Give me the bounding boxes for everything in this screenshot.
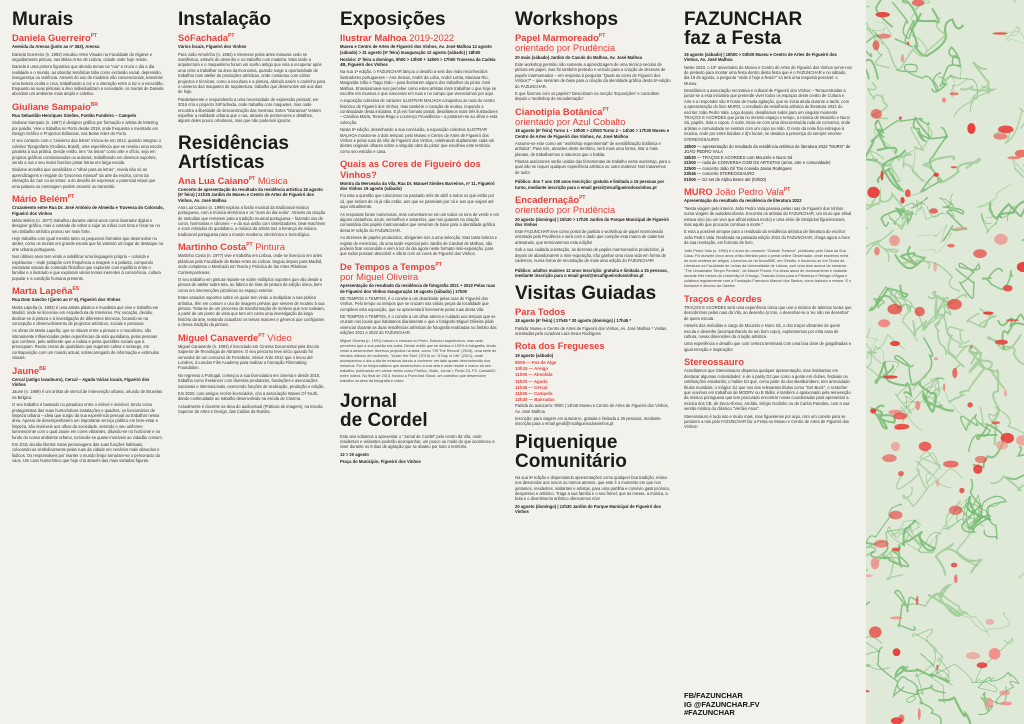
art-blot xyxy=(934,173,939,177)
exposicoes-0-paragraph: Na sua 1ª edição, o FAZUNCHAR lançou o desafio a seis dos mais reconhecidos ilustradores portugueses – Ana Seixas, André da Loba, André Letria, Mariana Rio, Margarida Gião e Tiago Galo – para ilustrarem alguns dos trabalhos do pintor José Malhoa. Entusiasmava-nos perceber como estes artistas iriam trabalhar o que hoje se escolhe em museus e que nasceram em ruas e no campo que vivenciamos por aqui. xyxy=(340,69,497,96)
art-blot xyxy=(977,662,988,668)
residencias-1-title xyxy=(178,242,326,252)
art-blot xyxy=(936,665,938,670)
workshops-0-by: orientado por Prudência xyxy=(515,42,616,54)
art-blot xyxy=(1006,319,1019,321)
art-blot xyxy=(959,488,964,494)
art-blot xyxy=(992,421,1000,424)
exposicoes-1-title xyxy=(340,159,500,180)
exposicoes-1-entry xyxy=(340,159,500,256)
art-blot xyxy=(1007,156,1021,159)
murais-0-entry xyxy=(12,33,164,97)
murais-1-paragraph: O seu contacto com o "universo das letras" iniciou-se em 2014, quando integrou o coletivo Tipografarte (Goiânia, Brasil), uma experiência que se revelou uma escola paralela à sua prática. Desde então, tem "as letras" como arte e ofício, seja em projetos gráficos comissionados ou autorais, trabalhando em diversos suportes, sendo a rua o seu maior fascínio pintar letras em larga escala. xyxy=(12,138,162,166)
instalacao-list xyxy=(178,33,326,124)
workshops-0-meta: 20 maio (sábado) Jardim do Casulo do Malhoa, Av. José Malhoa xyxy=(515,54,642,60)
murais-0-title xyxy=(12,33,164,43)
residencias-2-paragraph: Miguel Canaverde (n. 1993) é licenciado em Cinema Documental pela Escola Superior de Tecnologia de Abrantes. O seu percurso teve início quando foi vencedor de um concurso de Ferrabrás, Sénior Ardo 2012 que o levou até Londres, à London Film Academy para realizar a formação Filmmaking Foundation. xyxy=(178,343,319,371)
exposicoes-0-title xyxy=(340,33,500,43)
art-blot xyxy=(973,249,987,258)
murais-1-paragraph: Giuliane Sampaio (n. 1987) é designer gráfica por formação e artista de lettering por paixão. Vive e trabalha no Porto desde 2018, onde frequenta o mestrado em Design Gráfico e Projectos Editoriais, nas Belas Artes do Porto. xyxy=(12,120,159,137)
murais-3-paragraph: As obras de Marta Lapeña, que se situam entre a pintura e o muralismo, são intimamente influenciadas pelas experiências da vida quotidiana, pelas pessoas que conhece, pelo ambiente que a rodeia e pelas questões sociais que a preocupam. Recria cenas do quotidiano que sugerem calma e sossego, em contraposição com um mundo actual, sobrecarregado de informação e estímulos visuais. xyxy=(12,328,159,361)
workshops-1-by: orientado por Azul Cobalto xyxy=(515,116,626,128)
art-blot xyxy=(883,375,898,378)
art-blot xyxy=(873,40,880,50)
art-blot xyxy=(871,558,880,570)
muro-name: MURO xyxy=(684,186,713,198)
festa-schedule-desc: — roda de CONVERSA COM OS ARTISTAS (amor, arte e comunidade) xyxy=(695,160,831,166)
festa-schedule-desc: — apresentação do resultado da residência artística de literatura 2022 "MURO" de JOÃO PEDRO VALA xyxy=(684,143,851,155)
art-blot xyxy=(967,123,975,134)
rota-fregueses-note: Inscrição: para viagem em autocarro, gratuita e limitada a 25 pessoas, mediante inscrição para o email geral@mcafigueirodosvinhos.pt xyxy=(515,415,661,427)
murais-2-paragraph: Nos últimos anos tem vindo a solidificar uma linguagem própria – colorida e espirituosa – onde justapõe com frequência a imagem e a palavra, compondo narrativas visuais de conteúdo filosófico que exploram com equilíbrio entre o familiar e o ilustrado e que exploram vários temas inerentes à consciência, cultura popular e a condição humana presente. xyxy=(12,254,161,281)
art-blot xyxy=(871,109,882,119)
column-murais xyxy=(12,10,164,718)
workshops-1-meta: 18 agosto (6ª feira) Turno 1 – 10h00 > 13h00 Turno 2 – 14h30 > 17h30 Museu e Centro de Artes de Figueiró dos Vinhos, Av. José Malhoa xyxy=(515,128,670,139)
residencias-2-name: Miguel Canaverde xyxy=(178,331,259,343)
instalacao-0-entry xyxy=(178,33,326,124)
exposicoes-1-paragraph: Foi esta a questão que colocámos no passado mês de abril a todos os que estão por cá, que seriam de cá já não estão, aos que se passeiam por cá e aos que viajam até aqui virtualmente. xyxy=(340,193,495,210)
art-blot xyxy=(989,648,1001,660)
murais-3-title xyxy=(12,286,164,296)
art-blot xyxy=(881,170,884,180)
rota-fregueses-title: Rota dos Fregueses xyxy=(515,340,605,352)
residencias-0-title xyxy=(178,176,326,186)
art-blot xyxy=(951,166,957,168)
art-blot xyxy=(1000,702,1012,706)
muro-by: João Pedro Vala xyxy=(712,186,784,198)
festa-title-line1: FAZUNCHAR xyxy=(684,10,803,30)
art-blot xyxy=(929,208,938,213)
art-blot xyxy=(874,247,880,256)
section-title-jornal-de-cordel xyxy=(340,392,500,430)
workshops-0-paragraph: Este workshop permitiu não somente a aprendizagem de uma técnica secular de pintura em papel, mas foi também pretexto e veículo para a criação de dezenas de papéis marmoreados – em resposta à pergunta "Quais as cores de Figueiró dos Vinhos?" – que serviram de base para a criação da identidade gráfica desta 5ª edição do FAZUNCHAR. xyxy=(515,61,671,89)
residencias-2-paragraph: Actualmente é docente na área do audiovisual (Práticas de imagem), na Escola Superior de Artes e Design, das Caldas da Rainha. xyxy=(178,403,323,415)
rota-fregueses-date: 19 agosto (sábado) xyxy=(515,352,554,358)
residencias-0-entry xyxy=(178,176,326,237)
murais-2-paragraph: Mário Belém (n. 1977) trabalhou durante vários anos como ilustrador digital e designer gráfico, mas a vontade de voltar a sujar as mãos com tinta e focar-se no seu trabalho artístico provou ser mais forte. xyxy=(12,217,160,234)
art-blot xyxy=(893,413,907,420)
exposicoes-1-meta: Montra da Mercearia da Vila, Rua Dr. Manuel Simões Barreiros, nº 11, Figueiró dos Vinhos 19 agosto (sábado) xyxy=(340,180,495,192)
stereossauro-title: Stereossauro xyxy=(684,356,744,368)
instalacao-0-paragraph: Paralelamente e respondendo a uma necessidade de expressão pessoal, em 2016 cria o projecto SóFachada, onde trabalha com maquetes, mas onde encontra a liberdade de desconstrução das mesmas. Estes "Diaramas" tentam espelhar a realidade urbana que o rua, através de pormenores e detalhes, alguns deles pouco ortodoxos, mas que não podemos ignorar. xyxy=(178,96,321,124)
workshops-2-note: Público: adultos maiores 12 anos Inscrição: gratuita e limitada a 15 pessoas, mediante inscrição para o email geral@mcafigueirodosvinhos.pt xyxy=(515,267,668,278)
murais-0-name: Daniela Guerreiro xyxy=(12,32,91,43)
tracos-acordes-entry xyxy=(684,294,852,352)
visita-para-todos-schedule: 18 agosto (6ª feira) | 17h45 * 20 agosto (domingo) | 17h45 * xyxy=(515,318,632,324)
column-fazunchar-festa xyxy=(684,10,852,718)
workshops-0-country: PT xyxy=(598,32,606,39)
workshops-0-paragraph: E que fizemos com os papéis? Descubram na secção 'Exposições' e consultem depois o 'workshop de encadernação'. xyxy=(515,90,660,102)
workshops-0-entry xyxy=(515,33,671,102)
murais-3-paragraph: Marta Lapeña (n. 1993) é uma artista plástica e muralista que vive e trabalha em Madrid, onde se licenciou em Arquitectura de Interiores. Por vocação, decidiu dedicar-se à pintura e à investigação de diferentes técnicas, focando-se na concepção e desenvolvimento de projectos artísticos, sociais e pessoais. xyxy=(12,304,159,326)
workshops-list xyxy=(515,33,671,278)
exposicoes-2-country: PT xyxy=(435,261,442,268)
residencias-2-kind: Vídeo xyxy=(264,331,292,343)
tracos-acordes-text xyxy=(684,305,852,352)
art-blot xyxy=(995,340,1008,345)
art-blot xyxy=(890,341,900,346)
exposicoes-2-by: por Miguel Oliveira xyxy=(340,271,419,283)
art-blot xyxy=(996,441,1008,450)
cordel-place: Praça do Município, Figueiró dos Vinhos xyxy=(340,459,421,465)
section-title-residencias xyxy=(178,134,326,172)
piquenique-text: Na sua 5ª edição e dispensando apresentações como qualquer boa tradição, reúna-nos desvendar aos novos ou menos atentos, que este é o momento em que nos juntamos, residentes, visitantes e artistas, para uma partilha e convívio gastronómico, despontivo e artístico. Traga a sua família e o seu farnel, que as mesas, a música, a bola e o divertimento artístico oferecemos nós! xyxy=(515,474,671,502)
marbled-art-panel xyxy=(866,0,1024,724)
residencias-0-meta: Concerto de apresentação do resultado da residência artística 18 agosto (6ª feira) | 21h30 Jardim do Museu e Centro de Artes de Figueiró dos Vinhos, Av. José Malhoa xyxy=(178,187,323,203)
murais-0-paragraph: Daniela Guerreiro (n. 1992) estudou Artes Visuais na Faculdade do Algarve e seguidamente pintura, nas Belas Artes de Lisboa, cidade onde hoje reside. xyxy=(12,51,153,62)
residencias-1-entry xyxy=(178,242,326,327)
festa-schedule-time: 01h00 xyxy=(684,176,696,182)
art-blot xyxy=(889,511,902,520)
murais-2-paragraph: Hoje trabalha com igual mestria tanto os pequenos formatos que desenvolve no atelier, como os murais em grande escala que foi valendo um lugar de destaque na arte urbana portuguesa. xyxy=(12,236,164,252)
art-blot xyxy=(882,454,897,462)
workshops-2-paragraph: Este FAZUNCHAR leve como portal de partida o workshop de papel marmoreado orientado pela Prudência e será com o dado que compõe esta marca de cadernos artesanais, que terminaremos esta edição! xyxy=(515,229,665,245)
festa-schedule-desc: — TRAÇOS E ACORDES com Mouzelo e Nuno Sá xyxy=(695,154,793,160)
workshops-2-title xyxy=(515,195,671,216)
exposicoes-0-paragraph: A exposição colectiva de cartazes ILUSTRAR MALHOA conquistou as ruas do centro histórico de Figueiró dos Vinhos, mas também o coração de muitos, impondo a continuidade desta iniciativa. E já em formato postal, desafiamos mais três ilustradores – Carolina Maria, Teresa Rego e Lourenço Providência – a juntarem-se ao olhar e esta colecção. xyxy=(340,98,498,125)
rota-stop: 11h55 — Campelo xyxy=(515,390,553,396)
workshops-0-title xyxy=(515,33,671,54)
art-blot xyxy=(916,596,919,605)
instalacao-0-name: SóFachada xyxy=(178,32,229,43)
residencias-0-kind: Música xyxy=(255,174,288,186)
residencias-1-kind: Pintura xyxy=(252,241,285,253)
muro-entry xyxy=(684,187,852,289)
festa-meta: 19 agosto (sábado) | 18h00 > 03h00 Museu e Centro de Artes de Figueiró dos Vinhos, Av. José Malhoa xyxy=(684,52,837,63)
section-title-fazunchar-festa xyxy=(684,10,852,48)
art-blot xyxy=(949,92,959,95)
residencias-title-line2: Artísticas xyxy=(178,151,265,173)
art-blot xyxy=(890,616,903,619)
art-blot xyxy=(953,227,965,230)
social-links xyxy=(684,692,760,718)
murais-4-entry xyxy=(12,366,164,464)
art-blot xyxy=(942,98,946,103)
festa-schedule-time: 18h30 xyxy=(684,154,696,160)
exposicoes-0-paragraph: Nesta 5ª edição, desenhando a sua conclusão, a exposição colectiva ILUSTRAR MALHOA mostra-se a dois tempos: pelo Museu e Centro de Artes de Figueiró dos Vinhos e pelas ruas da Vila de Figueiró dos Vinhos, celebrando duplamente cada um destes originais olhares sobre a singular obra do pintor que escolheu este território como seu estúdio e casa. xyxy=(340,127,495,154)
rota-stop: 9h00 — Foz de Alge xyxy=(515,360,557,366)
art-blot xyxy=(899,116,902,119)
residencias-1-paragraph: O seu trabalho em pintura reparte-se sobre múltiplos suportes que vão desde a pintura de atelier sobre tela, ao fabrico de tinta de pintura de edição única, bem como em intervenções pictóricas no espaço exterior. xyxy=(178,277,323,293)
stereossauro-text xyxy=(684,368,852,429)
piquenique-schedule: 20 agosto (domingo) | 12h30 Jardim do Parque Municipal de Figueiró dos Vinhos xyxy=(515,503,661,514)
stereossauro-paragraph: Stereossauro é tudo isto e muito mais, mas figueirense por aqui, com um convite para se juntarem a nós pelo FAZUNCHAR faz a Festa no Museu e Centro de Artes de Figueiró dos Vinhos! xyxy=(684,413,849,430)
festa-schedule-time: 21h00 xyxy=(684,160,696,166)
column-exposicoes xyxy=(340,10,500,718)
marbled-paper-pattern xyxy=(866,0,1024,724)
murais-2-name: Mário Belém xyxy=(12,193,68,204)
art-blot xyxy=(919,442,932,452)
art-blot xyxy=(869,626,882,637)
muro-paragraph: E esta a possível sinopse para o resultado da residência artística de literatura do escritor João Pedro Vala. Realizada na passada edição 2022 do FAZUNCHAR, chega agora a hora da sua revelação, em formato de livro. xyxy=(684,229,850,246)
workshops-1-title xyxy=(515,107,671,128)
exposicoes-2-paragraph: DE TEMPOS A TEMPOS, é o convite a um olhar atento e cuidado aos tempos que se cruzam nos locais que habitamos diariamente e que o fotógrafo Miguel Oliveira pôde vivenciar durante as duas residências artísticas de fotografia realizadas no âmbito das edições 2021 e 2022 do FAZUNCHAR. xyxy=(340,314,497,336)
art-blot xyxy=(933,262,937,272)
residencias-1-paragraph: Martinho Costa (n. 1977) vive e trabalha em Lisboa, onde se licenciou em artes plásticas pela Faculdade de Belas-Artes de Lisboa. Seguiu depois para Madrid, onde completou o Mestrado em Teoria y Práctica de las Artes Plásticas Contemporáneas. xyxy=(178,253,323,275)
social-link: FB/FAZUNCHAR xyxy=(684,691,743,701)
murais-4-name: Jaune xyxy=(12,364,40,376)
muro-paragraph: "Nesta viagem pelo interior, João Pedro Vala passeia pelas ruas de Figueiró dos Vinhos numa viagem de autodescoberta. Encontra os artistas do FAZUNCHAR, um muro que afinal estava vivo (ou um vivo que afinal estava morto) e uma série de intrépidos figueiroenses, mas aquilo que procuras continua a morte." xyxy=(684,205,852,227)
festa-paragraph: Neste 2023, o 10º aniversário do Museu e Centro de Artes de Figueiró dos Vinhos serve-nos de pretexto para montar uma festa dentro desta festa que é o FAZUNCHAR e no sábado, dia 19 de agosto, a pergunta "onde é hoje a festa?" só terá uma resposta possível: o Museu. xyxy=(684,64,852,86)
tracos-paragraph: Através das melodias a cargo de Mouzelo e Nuno Sá, o dos traços vibrantes de quem escuta e desenhe (acompanhando de um bom copo), exploraremos por esta casa de cultura, novas dimensões da criação artística. xyxy=(684,323,841,339)
exposicoes-2-entry xyxy=(340,262,500,384)
cordel-title-line1: Jornal xyxy=(340,390,398,412)
festa-schedule xyxy=(684,144,852,182)
exposicoes-0-name: Ilustrar Malhoa xyxy=(340,32,407,43)
exposicoes-2-meta: Apresentação do resultado da residência de fotografia 2021 + 2022 Pelas ruas de Figueiró dos Vinhos Inauguração 19 agosto (sábado) | 17h00 xyxy=(340,283,496,294)
art-blot xyxy=(947,299,962,310)
art-blot xyxy=(887,304,902,314)
exposicoes-2-name: De Tempos a Tempos xyxy=(340,260,436,272)
murais-1-name: Giuliane Sampaio xyxy=(12,100,91,112)
art-blot xyxy=(878,319,890,327)
art-blot xyxy=(934,357,938,360)
residencias-2-title xyxy=(178,333,326,343)
art-blot xyxy=(998,125,1014,133)
column-instalacao-residencias xyxy=(178,10,326,718)
visita-rota-fregueses xyxy=(515,341,671,426)
exposicoes-2-title xyxy=(340,262,500,283)
art-blot xyxy=(954,574,958,583)
art-blot xyxy=(986,619,995,625)
rota-fregueses-text: Partida do autocarro: 9h00 | 14h45 Museu e Centro de Artes de Figueiró dos Vinhos, Av. José Malhoa xyxy=(515,403,669,414)
art-blot xyxy=(973,465,982,474)
social-link: IG @FAZUNCHAR.FV xyxy=(684,699,760,709)
murais-4-country: BE xyxy=(39,365,47,372)
section-title-exposicoes: Exposições xyxy=(340,10,446,30)
art-blot xyxy=(951,563,957,568)
exposicoes-list xyxy=(340,33,500,384)
art-blot xyxy=(1004,390,1007,397)
festa-schedule-time: 18h00 xyxy=(684,143,696,149)
residencias-0-paragraph: Ana Lua Caiano (n. 1999) explora a fusão musical da tradicional música portuguesa, com a música eletrónica e os "sons do dia-a-dia". Através da criação de melodias que remetem para a tradição musical portuguesa – fazendo uso de coros, harmonias e cânones – e da sua união com sintetizadores, beat-machines e sons retirados do quotidiano, a música da artista traz a herança da música tradicional portuguesa para o mundo moderno, electrónico e tecnológico. xyxy=(178,204,326,237)
art-blot xyxy=(1003,285,1013,291)
residencias-1-paragraph: Estes variados suportes sobre os quais tem vindo a multiplicar a sua prática artística, têm em comum o uso de imagens prévias que servem de modelo à sua pintura. Trata-se de um processo de transformação de motivos que nos rodeiam, a partir de um ponto de vista que tem em conta uma investigação da larga história da arte, tentando actualizar os temas maiores e géneros que configuram a densa tradição da pintura. xyxy=(178,295,325,328)
instalacao-0-country: PT xyxy=(228,32,235,39)
rota-stop: 11h20 — Aguda xyxy=(515,378,548,384)
cordel-title-line2: de Cordel xyxy=(340,409,428,431)
section-title-instalacao: Instalação xyxy=(178,10,271,30)
residencias-2-entry xyxy=(178,333,326,415)
rota-stop: 10h15 — Areiga xyxy=(515,366,548,372)
art-blot xyxy=(949,506,962,515)
piquenique-title-line2: Comunitário xyxy=(515,450,627,472)
workshops-1-entry xyxy=(515,107,671,190)
workshops-1-paragraph: Plantas autóctones serão unidas das ferramentas de trabalho neste workshop, para o qual não se requer qualquer experiência artística ou outro material. Nós trataremos de tudo! xyxy=(515,159,671,175)
festa-schedule-desc: — concerto João Gil Trio convida Joana Rodrigues xyxy=(695,165,792,171)
art-blot xyxy=(898,471,904,476)
festa-paragraph: Desafiámos a associação recreativa e cultural de Figueiró dos Vinhos – Terracentradas a juntar-se a esta iniciativa que pretende viver todos os espaços deste centro de Cultura e Arte e a responder são 9 horas de muita agitação, que se inicia ainda durante a tarde, com a apresentação do livro MURO, o resultado da residência artística de literatura 2022 do escritor João Pedro Vala. Logo depois, desafiamos todos para um singular momento TRAÇOS E ACORDES que junta no mesmo espaço e tempo, a música de Mouzelo e Nuno Sá, papéis, tinta e copos. À noite, inicia-se com uma desconstruída roda de conversa, onde artistas e comunidade se sentam com um copo na mão. O resto da noite fica entregue à música, onde por entre bandas e dj's locais, se destaca a presença do sempre enorme STEREOSSAURO! xyxy=(684,88,851,142)
residencias-list xyxy=(178,176,326,415)
residencias-2-country: PT xyxy=(258,332,265,339)
workshops-0-name: Papel Marmoreado xyxy=(515,32,599,43)
festa-text xyxy=(684,65,852,142)
art-blot xyxy=(947,244,955,248)
exposicoes-2-bio: Miguel Oliveira (n. 1991) nasceu e cresceu no Porto. Estudou arquitectura, mas cedo percebeu que a sua paixão era outra. Desde então que se dedica a 100% à fotografia, tendo vindo a desenvolver diversos projectos na área, como "Off The Record" (2015), uma série de retratos íntimos de mulheres, "Under the Skin" (2015) ou "A Day in Life" (2021), onde acompanhou o dia-a-dia de músicos dando a conhecer um lado quase desconhecido dos mesmos. Foi no fotojornalismo que desenvolveu a sua veia e onde reside o marco do seu trabalho, publicando em vários meios como Público, Visão, Jornal i, Ponto 24, P3, CamaNiO, entre outros. No final de 2013, fundou a Point And Shoot, um colectivo que desenvolve trabalho na área da fotografia e vídeo. xyxy=(340,339,497,383)
art-blot xyxy=(877,34,891,39)
section-title-workshops: Workshops xyxy=(515,10,619,30)
tracos-acordes-title: Traços e Acordes xyxy=(684,292,762,304)
festa-schedule-desc: — DJ set de Alpha Betes até (03h00) xyxy=(695,176,767,182)
stereossauro-entry xyxy=(684,357,852,430)
art-blot xyxy=(993,32,1008,34)
art-blot xyxy=(907,41,909,45)
murais-3-name: Marta Lapeña xyxy=(12,285,73,297)
art-blot xyxy=(985,698,993,708)
exposicoes-1-paragraph: Ao dezenas de papéis produzidos, obrigaram-nos a uma selecção. Mas tanta beleza e registo de memórias, da uma tarde especial pelo Jardim de Cardeal de Malhoa, não poderia ficar escondido e vem à luz do dia agora neste formato mini-exposição, para que todos possam descobrir e vibrar com as cores de Figueiró dos Vinhos. xyxy=(340,235,498,257)
workshops-1-paragraph: Assume-se este como um "workshop experimental" de sensibilização botânica e artística". Para nós, amantes deste território, será mais uma forma, tirar a mais plantas, de trabalharmos a natureza que o habita. xyxy=(515,140,661,157)
visita-para-todos-text: Partida: Museu e Centro de Artes de Figueiró dos Vinhos, Av. José Malhoa * Visitas orientadas pela curadora Lara Seixo Rodrigues xyxy=(515,325,667,337)
art-blot xyxy=(975,456,987,463)
art-blot xyxy=(936,480,939,487)
residencias-2-paragraph: Em 2020, com amigos recém-licenciados, cria a associação Waves Of Youth, dando continuidade ao trabalho desenvolvido na escola de Cinema. xyxy=(178,391,319,402)
tracos-paragraph: TRAÇOS E ACORDES será uma experiência única que une a música de talentos locais que descobrimos pelas ruas da Vila, ao desenho (o tom, o desenhar-se a 'eu não sei desenhar' de quem escuta. xyxy=(684,304,852,321)
workshops-2-entry xyxy=(515,195,671,278)
art-blot xyxy=(993,133,1007,140)
art-blot xyxy=(943,461,959,468)
art-background xyxy=(866,0,1024,724)
workshops-2-country: PT xyxy=(579,194,586,201)
murais-4-paragraph: Em 2011 decidiu libertar estas personagens das suas funções habituais, colocando-as simbolicamente pelas ruas da cidade em cenários mais absurdos e lúdicos. Os responsáveis por manter o mundo limpo tornaram-se o personacto do caos. Um caos humorístico que hoje cria através das mais variadas figuras. xyxy=(12,442,161,464)
residencias-0-name: Ana Lua Caiano xyxy=(178,174,249,186)
art-blot xyxy=(994,234,1008,245)
art-blot xyxy=(867,187,879,198)
murais-2-title xyxy=(12,194,164,204)
festa-schedule-time: 23h45 xyxy=(684,171,696,177)
art-blot xyxy=(874,540,888,548)
art-blot xyxy=(900,197,904,204)
art-blot xyxy=(905,189,911,197)
art-blot xyxy=(943,383,945,391)
art-blot xyxy=(915,401,920,410)
rota-stop: 11h00 — Almofala xyxy=(515,372,553,378)
murais-4-paragraph: Jaune (n. 1989) é um artista de stencil de intervenção urbana, oriundo de Bruxelas na Bélgica. xyxy=(12,389,163,400)
stereossauro-paragraph: Acreditamos que Stereossauro dispensa qualquer apresentação, mas insistamos em destacar algumas curiosidades: é de o parity DJ que como a gente em clubes, festivais ou celebrações estudantis; o habite DJ que, como parte do duo Beatbombers, tem arrecadado títulos mundiais; o mágico DJ que nos dos relevantes títulos como "Get Buck"; o scratcher que ouvimos em trabalhos de MGDRV ou B Skilla; é também o apaixonado pela reinvenção da música portuguesa que tem procurado encontrar novas coordenadas para apresentar a música dos CB, de Zeca Afonso, Amália, Sérgio Godinho ou de Carlos Paredes, com a sua versão mística do clássico "Verdes Anos". xyxy=(684,368,851,412)
murais-3-country: ES xyxy=(72,286,80,293)
murais-1-country: BR xyxy=(90,101,98,108)
exposicoes-0-schedule: Horário: 2ª feira a domingo, 9h00 > 13h00 + 14h00 > 17h00 Travessa da Cadeia 4B, Figueiró dos Vinhos xyxy=(340,56,496,68)
art-blot xyxy=(901,54,904,62)
murais-1-title xyxy=(12,102,164,112)
art-blot xyxy=(870,409,876,414)
art-blot xyxy=(889,235,900,246)
art-blot xyxy=(894,424,909,430)
workshops-2-by: orientado por Prudência xyxy=(515,204,616,216)
murais-1-paragraph: Giuliane acredita que sensibilizar o "olhar para as letras", revela não só as aprendizagens e resgate do "processo manual" da arte da escrita, como da interação da 'rua' ou as letras: a do desafio de expressar o potencial visual que uma palavra ou mensagem podem assumir ou transmitir. xyxy=(12,167,156,189)
muro-bio: João Pedro Vala (n. 1990) é o autor do romance "Grande Turismo", publicado pela Casa da Sua Casa. Foi durante cinco anos crítico literário para o jornal online Observador, onde escreveu meia de uma centena de artigos. Licenciou-se na NovaSBE, em Gestão, e doutorou-se em Teoria da Literatura na Faculdade de Letras da Universidade de Lisboa, com uma tese acerca do romance "The Unnamable Tempo Perdido", de Marcel Proust. Foi ainda aluno de doutoramento e visitante durante três meses da University of Chicago. Traduziu livros para a Presença e Relógio d'Água e colabora regularmente com a Fundação Francisco Manuel dos Santos, como tradutor e revisor. É o fundador e director da Gázeta. xyxy=(684,249,852,288)
workshops-1-name: Cianotipia Botânica xyxy=(515,105,603,117)
murais-2-country: PT xyxy=(67,193,75,200)
workshops-1-note: Público: dos 7 aos 100 anos Inscrição: gratuita e limitada a 15 pessoas por turno, mediante inscrição para o email geral@mcafigueirodosvinhos.pt xyxy=(515,179,665,190)
murais-4-meta: Cercal (antigo lavadouro), Cercal – Aguda Várias locais, Figueiró dos Vinhos xyxy=(12,376,150,388)
festa-schedule-desc: — concerto STEREOSSAURO xyxy=(695,171,755,177)
residencias-0-country: PT xyxy=(248,175,256,182)
rota-stop: 11h45 — Cercal xyxy=(515,384,548,390)
art-blot xyxy=(893,648,901,656)
workshops-2-name: Encadernação xyxy=(515,193,580,205)
residencias-1-country: PT xyxy=(246,241,253,248)
cordel-text: Este ano voltamos a apresentar o "Jornal de Cordel" pelo centro da Vila, onde residentes e visitantes poderão acompanhar, um pouco ou muito do que aconteceu a viver durante os 9 dias de agitação que se abateu por todo o território. xyxy=(340,433,495,450)
art-blot xyxy=(966,652,980,659)
murais-list xyxy=(12,33,164,464)
murais-2-meta: Cruzamento entre Rua Dr. José António de Almeida e Travessa do Colorado, Figueiró dos Vinhos xyxy=(12,205,164,216)
visita-para-todos-title: Para Todos xyxy=(515,306,566,318)
rota-fregueses-stops xyxy=(515,360,671,403)
tracos-paragraph: Uma experiência e desafio que com certeza terminará com uma boa dose de gargalhadas e igual emoção e inspiração! xyxy=(684,341,852,352)
residencias-2-paragraph: No regresso a Portugal, começou a sua licenciatura em cinema e desde 2015, trabalha como freelancer com diversas produtoras, fundações e associações nacionais e internacionais, exercendo funções de realização, produção e edição. xyxy=(178,372,325,389)
art-blot xyxy=(983,312,994,315)
murais-4-paragraph: O seu trabalho é baseado no paradoxo entre o visível e invisível, tendo como protagonistas das suas humorísticas instalações e quadros, os funcionários de limpeza urbana – ideia que surgiu da sua experiência pessoal ao trabalhar nessa área. Apesar de desempenharem um importante serviço público em bem-estar e limpeza, são invisíveis aos olhos da sociedade, vestindo o seu uniforme luminescente com o qual Jaune em cores vibrantes, diluindo-se no horizonte e no fundo do nosso ambiente urbano, tornando-se quase invisíveis ao cidadão comum. xyxy=(12,402,163,440)
muro-title xyxy=(684,187,852,197)
exposicoes-1-paragraph: As respostas foram numerosas, mas convertam-se em um todos os tons de verde e em alguns castanhos, azuis, vermelhos e amarelos, que nos guiaram na criação comunitária dos papéis marmoreados que serviram de base para a identidade gráfica desta 5ª edição do FAZUNCHAR. xyxy=(340,211,500,233)
workshops-2-paragraph: Sob a sua cuidada orientação, as dezenas de papéis marmoreados produzidos, já depois de abandonarem a mini-exposição, irão ganhar uma nova vida em forma de cadernos, numa forma de recordação de mais uma edição do FAZUNCHAR! xyxy=(515,247,666,264)
exposicoes-0-meta: Museu e Centro de Artes de Figueiró dos Vinhos, Av. José Malhoa 12 agosto (sábado) > 31 agosto (5ª feira) Inauguração 12 agosto (sábado) | 18h00 xyxy=(340,44,492,55)
cordel-date: 12 > 20 agosto xyxy=(340,451,369,457)
column-workshops xyxy=(515,10,671,718)
instalacao-0-title xyxy=(178,33,326,43)
residencias-1-name: Martinho Costa xyxy=(178,241,247,253)
exposicoes-2-paragraph: DE TEMPOS A TEMPOS, é o convite a um deambular pelas ruas de Figueiró dos Vinhos. Pelo tempo ou tempos que se cruzam nas várias peças da localidade que compõem esta exposição, que se apresentará livremente pelas ruas desta Vila. xyxy=(340,295,489,312)
art-blot xyxy=(876,12,890,17)
section-title-visitas-guiadas: Visitas Guiadas xyxy=(515,283,657,305)
murais-0-country: PT xyxy=(90,32,98,39)
muro-meta: Apresentação do resultado da residência de literatura 2022 xyxy=(684,198,802,204)
murais-1-entry xyxy=(12,102,164,189)
art-blot xyxy=(970,345,972,350)
murais-0-paragraph: Daniela é uma pintora figurativa que aborda temas na "rua" e cruza o dia a dia realidade e o mundo, ao abordar temáticas tabu como exclusão social, depressão, insegurança ou violência. Através do uso de modelos não convencionais, transmite uma beleza oculta e crua, trabalhando a cor e a interação entre a luz e a escuridão. Enquanto as suas pinturas a óleo individualizam a sociedade, os murais de Daniela abordam um ambiente mais amplo e coletivo. xyxy=(12,64,164,97)
art-blot xyxy=(915,307,925,317)
visita-para-todos xyxy=(515,307,671,336)
art-blot xyxy=(999,690,1010,695)
festa-schedule-row xyxy=(684,177,852,182)
art-blot xyxy=(891,442,900,451)
instalacao-0-paragraph: Para João Amorinho (n. 1984) e interesse pelas artes manuais cedo se manifestou, através do desenho e no trabalho com madeira. Mais tarde a arquitectura e o maquetismo foram um sonho antigo que viria a recuperar após uma crise a trabalhar na área da Economia, quando surge a oportunidade de trabalhar num atelier de produções artísticas, onde contactou com vários projectos e técnicas, como a escultura e a pintura, abrindo assim o caminho para o universo das maquetes de arquitectura, trabalho que desenvolve até aos dias de hoje. xyxy=(178,51,326,95)
art-blot xyxy=(892,548,900,552)
exposicoes-1-name: Quais as Cores de Figueiró dos Vinhos? xyxy=(340,158,481,180)
exposicoes-0-entry xyxy=(340,33,500,154)
art-blot xyxy=(952,368,957,379)
section-title-piquenique xyxy=(515,433,671,471)
murais-0-meta: Avenida da Areosa (junto ao nº 363), Areosa xyxy=(12,44,100,50)
rota-stop: 12h30 — Bairradas xyxy=(515,397,555,403)
festa-title-line2: faz a Festa xyxy=(684,28,782,49)
murais-3-entry xyxy=(12,286,164,361)
residencias-title-line1: Residências xyxy=(178,132,289,154)
art-blot xyxy=(967,402,972,407)
piquenique-title-line1: Piquenique xyxy=(515,431,618,453)
murais-2-entry xyxy=(12,194,164,281)
murais-3-meta: Rua Dom Sancho I (junto ao nº 6), Figueiró dos Vinhos xyxy=(12,297,121,303)
workshops-2-meta: 20 agosto (domingo) | 15h30 > 17h30 Jardim do Parque Municipal de Figueiró dos Vinhos xyxy=(515,216,669,227)
social-link: #FAZUNCHAR xyxy=(684,708,735,718)
murais-1-meta: Rua Sebastião Henriques Simões, Fontão Fundeiro – Campelo xyxy=(12,113,137,119)
section-title-murais: Murais xyxy=(12,10,74,30)
art-blot xyxy=(918,708,921,720)
murais-4-title xyxy=(12,366,164,376)
exposicoes-0-years: 2019-2022 xyxy=(406,32,455,43)
festa-schedule-row xyxy=(684,144,852,155)
festa-schedule-time: 22h00 xyxy=(684,165,696,171)
instalacao-0-meta: Vários locais, Figueiró dos Vinhos xyxy=(178,44,247,50)
muro-country: PT xyxy=(783,187,791,194)
workshops-1-country: PT xyxy=(602,106,609,113)
